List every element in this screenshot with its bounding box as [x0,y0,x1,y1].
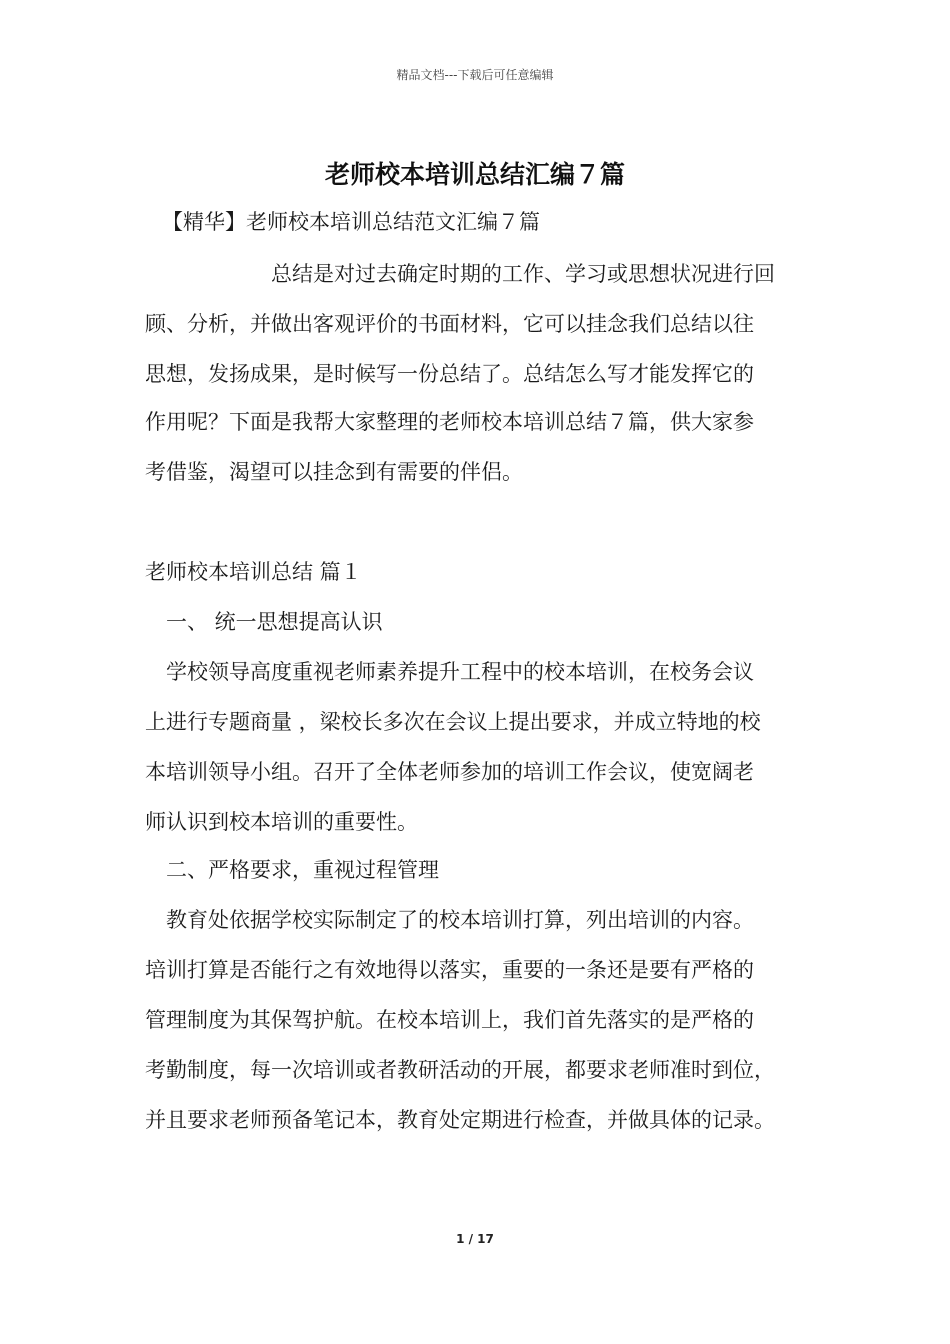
document-subtitle: 【精华】老师校本培训总结范文汇编７篇 [162,210,540,234]
paragraph-line: 学校领导高度重视老师素养提升工程中的校本培训，在校务会议 [166,660,754,684]
intro-line: 作用呢？下面是我帮大家整理的老师校本培训总结７篇，供大家参 [145,410,754,434]
paragraph-line: 培训打算是否能行之有效地得以落实，重要的一条还是要有严格的 [145,958,754,982]
section-heading: 二、严格要求，重视过程管理 [166,858,439,882]
paragraph-line: 管理制度为其保驾护航。在校本培训上，我们首先落实的是严格的 [145,1008,754,1032]
section-heading: 一、 统一思想提高认识 [166,610,383,634]
paragraph-line: 师认识到校本培训的重要性。 [145,810,418,834]
page-number: 1 / 17 [456,1232,494,1246]
document-title: 老师校本培训总结汇编７篇 [324,160,625,189]
section-title: 老师校本培训总结 篇１ [145,560,362,584]
intro-line: 顾、分析，并做出客观评价的书面材料，它可以挂念我们总结以往 [145,312,754,336]
paragraph-line: 并且要求老师预备笔记本，教育处定期进行检查，并做具体的记录。 [145,1108,775,1132]
intro-line: 思想，发扬成果，是时候写一份总结了。总结怎么写才能发挥它的 [145,362,754,386]
page-header: 精品文档---下载后可任意编辑 [396,68,554,82]
paragraph-line: 考勤制度，每一次培训或者教研活动的开展，都要求老师准时到位， [145,1058,775,1082]
paragraph-line: 上进行专题商量 ，梁校长多次在会议上提出要求，并成立特地的校 [145,710,761,734]
paragraph-line: 本培训领导小组。召开了全体老师参加的培训工作会议，使宽阔老 [145,760,754,784]
paragraph-line: 教育处依据学校实际制定了的校本培训打算，列出培训的内容。 [166,908,754,932]
intro-line: 考借鉴，渴望可以挂念到有需要的伴侣。 [145,460,523,484]
intro-line: 总结是对过去确定时期的工作、学习或思想状况进行回 [271,262,775,286]
